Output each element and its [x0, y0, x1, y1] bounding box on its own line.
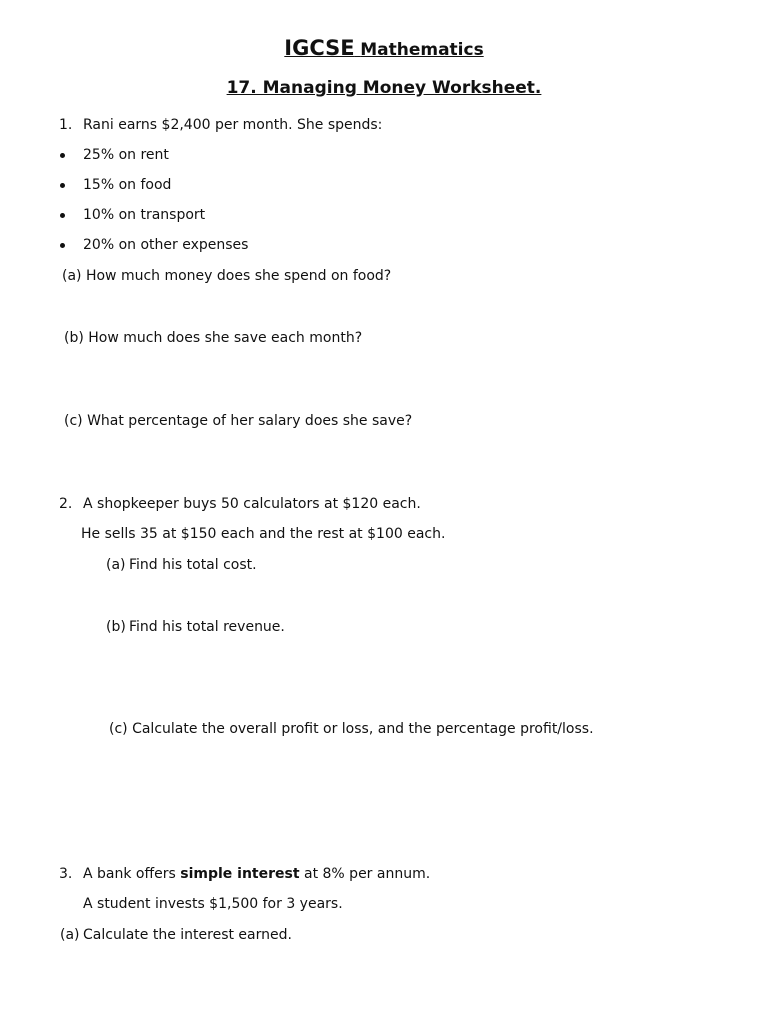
q2-part-b-label: (b): [106, 619, 126, 635]
q1-bullet-rent: 25% on rent: [83, 147, 169, 163]
q1-bullet-transport: 10% on transport: [83, 207, 206, 223]
q2-line1: A shopkeeper buys 50 calculators at $120 each.: [83, 496, 421, 512]
q3-line1: [83, 866, 430, 883]
bullet-icon: [60, 183, 65, 188]
q2-part-b: Find his total revenue.: [129, 619, 285, 635]
q3-line1-pre: A bank offers: [83, 866, 181, 882]
worksheet-title: [0, 36, 768, 60]
bullet-icon: [60, 153, 65, 158]
q3-simple-interest-term: simple interest: [180, 866, 300, 882]
q3-line2: A student invests $1,500 for 3 years.: [83, 896, 343, 912]
q3-line1-post: at 8% per annum.: [299, 866, 431, 882]
q1-bullet-food: 15% on food: [83, 177, 172, 193]
title-igcse: IGCSE: [284, 36, 355, 60]
q1-number: 1.: [59, 117, 73, 133]
bullet-icon: [60, 213, 65, 218]
q2-part-a: Find his total cost.: [129, 557, 257, 573]
q2-part-a-label: (a): [106, 557, 126, 573]
q2-number: 2.: [59, 496, 73, 512]
q2-line2: He sells 35 at $150 each and the rest at $100 each.: [81, 526, 446, 542]
q2-part-c: (c) Calculate the overall profit or loss, and the percentage profit/loss.: [109, 721, 594, 737]
q1-part-a: (a) How much money does she spend on food?: [62, 268, 392, 284]
q3-number: 3.: [59, 866, 73, 882]
q1-part-c: (c) What percentage of her salary does she save?: [64, 413, 413, 429]
title-subject: Mathematics: [360, 40, 484, 60]
q3-part-a-label: (a): [60, 927, 80, 943]
q3-part-a: Calculate the interest earned.: [83, 927, 292, 943]
q1-bullet-other: 20% on other expenses: [83, 237, 249, 253]
q1-part-b: (b) How much does she save each month?: [64, 330, 363, 346]
q1-stem: Rani earns $2,400 per month. She spends:: [83, 117, 383, 133]
worksheet-subtitle: 17. Managing Money Worksheet.: [226, 78, 542, 98]
bullet-icon: [60, 243, 65, 248]
